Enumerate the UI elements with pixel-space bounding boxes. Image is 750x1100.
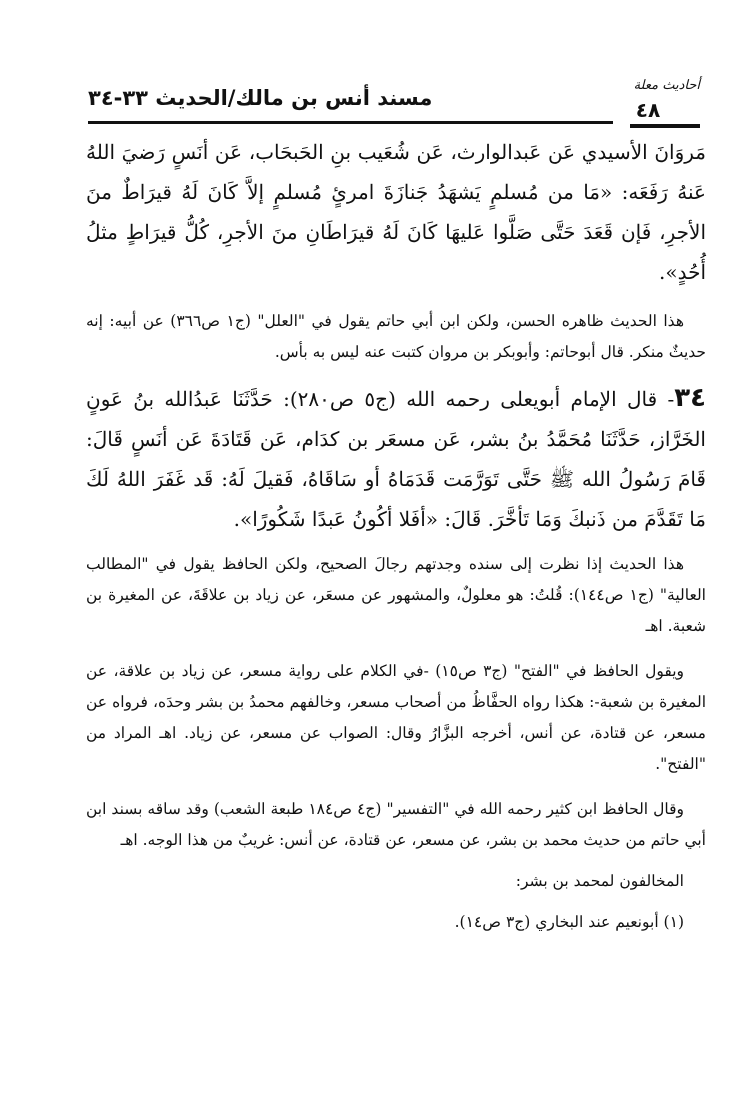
page-number: ٤٨ xyxy=(635,98,661,122)
commentary-33: هذا الحديث ظاهره الحسن، ولكن ابن أبي حاتم يقول في "العلل" (ج١ ص٣٦٦) عن أبيه: إنه حديثٌ منكر. قال أبوحاتم: وأبوبكر بن مروان كتبت عنه ليس به بأس. xyxy=(86,312,706,361)
page-number-underline xyxy=(630,124,700,128)
hadith-34-text: - قال الإمام أبويعلى رحمه الله (ج٥ ص٢٨٠): حَدَّثَنَا عَبدُالله بنُ عَونٍ الخَرَّاز، حَدَّثَنَا مُحَمَّدُ بنُ بشر، عَن مسعَر بن كدَام، عَن قَتَادَةَ عَن أنَسٍ قَالَ: قَامَ رَسُولُ الله ﷺ حَتَّى تَوَرَّمَت قَدَمَاهُ أو سَاقَاهُ، فَقيلَ لَهُ: قَد غَفَرَ اللهُ لَكَ مَا تَقَدَّمَ من ذَنبكَ وَمَا تَأخَّرَ. قَالَ: «أفَلا أكُونُ عَبدًا شَكُورًا». xyxy=(86,387,706,531)
book-title-mark: أحاديث معلة xyxy=(633,78,700,93)
hadith-34 xyxy=(86,378,706,539)
running-title: مسند أنس بن مالك/الحديث ٣٣-٣٤ xyxy=(88,86,433,110)
dissenter-item-1: (١) أبونعيم عند البخاري (ج٣ ص١٤). xyxy=(454,913,684,931)
hadith-number: ٣٤ xyxy=(674,383,707,413)
commentary-34-tafsir: وقال الحافظ ابن كثير رحمه الله في "التفسير" (ج٤ ص١٨٤ طبعة الشعب) وقد ساقه بسند ابن أبي حاتم من حديث محمد بن بشر، عن مسعر، عن قتادة، عن أنس: غريبٌ من هذا الوجه. اهـ xyxy=(86,800,706,849)
commentary-34-fath: ويقول الحافظ في "الفتح" (ج٣ ص١٥) -في الكلام على رواية مسعر، عن زياد بن علاقة، عن المغيرة بن شعبة-: هكذا رواه الحفَّاظُ من أصحاب مسعر، وخالفهم محمدُ بن بشر وحدَه، فرواه عن مسعر، عن قتادة، عن أنس، أخرجه البزَّارُ وقال: الصواب عن مسعر، عن زياد. اهـ المراد من "الفتح". xyxy=(86,662,706,773)
page-body xyxy=(86,132,706,938)
header-rule xyxy=(88,121,613,124)
hadith-33-continuation: مَروَانَ الأسيدي عَن عَبدالوارث، عَن شُعَيب بنِ الحَبحَاب، عَن أنَسٍ رَضيَ اللهُ عَنهُ رَفَعَه: «مَا من مُسلمٍ يَشهَدُ جَنازَةَ امرئٍ مُسلمٍ إلاَّ كَانَ لَهُ قيرَاطٌ منَ الأجرِ، فَإن قَعَدَ حَتَّى صَلَّوا عَليهَا كَانَ لَهُ قيرَاطَانِ منَ الأجرِ، كُلُّ قيرَاطٍ مثلُ أُحُدٍ». xyxy=(86,140,706,284)
commentary-34-matalib: هذا الحديث إذا نظرت إلى سنده وجدتهم رجالَ الصحيح، ولكن الحافظ يقول في "المطالب العالية" (ج١ ص١٤٤): قُلتُ: هو معلولٌ، والمشهور عن مسعَر، عن زياد بن علاقَةَ، عن المغيرة بن شعبة. اهـ xyxy=(86,555,706,635)
dissenters-heading: المخالفون لمحمد بن بشر: xyxy=(515,872,684,890)
